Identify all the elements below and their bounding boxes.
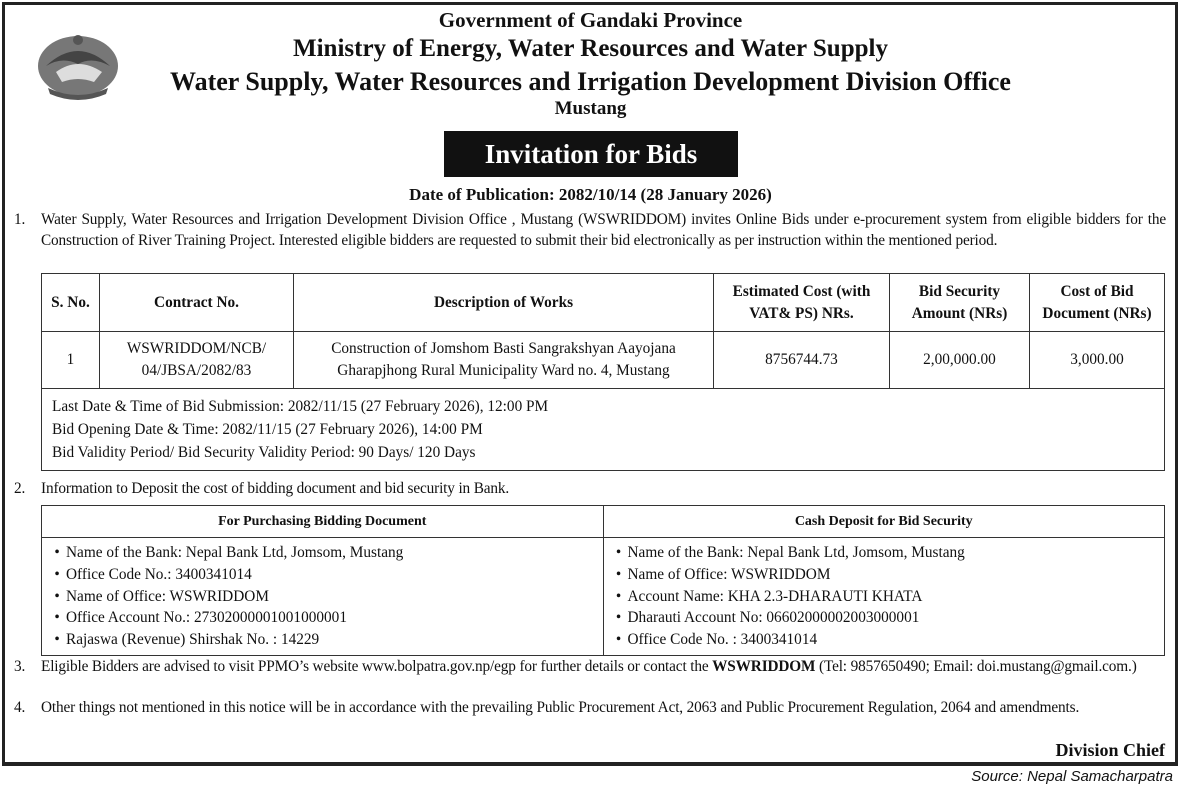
cell-bid-security: 2,00,000.00 (890, 332, 1030, 389)
source-credit: Source: Nepal Samacharpatra (971, 768, 1173, 785)
header-sno: S. No. (42, 274, 100, 332)
table-footer-row (42, 389, 1165, 471)
submission-deadline: Last Date & Time of Bid Submission: 2082/11/15 (27 February 2026), 12:00 PM (52, 398, 549, 415)
government-line: Government of Gandaki Province (438, 8, 743, 32)
header-bid-security: Bid Security Amount (NRs) (890, 274, 1030, 332)
table-row (42, 538, 1165, 656)
cell-estimated-cost: 8756744.73 (714, 332, 890, 389)
list-item: • Rajaswa (Revenue) Shirshak No. : 14229 (48, 629, 597, 651)
point-4 (14, 697, 1166, 718)
header-estimated-cost: Estimated Cost (with VAT& PS) NRs. (714, 274, 890, 332)
signature: Division Chief (1055, 740, 1165, 760)
list-item: • Name of Office: WSWRIDDOM (610, 564, 1159, 586)
point-text: Other things not mentioned in this notice will be in accordance with the prevailing Public Procurement Act, 2063 and Public Procurement Regulation, 2064 and amendments. (41, 699, 1080, 716)
cell-bid-doc-cost: 3,000.00 (1030, 332, 1165, 389)
bid-dates (42, 389, 1165, 471)
publication-date: Date of Publication: 2082/10/14 (28 January 2026) (409, 185, 772, 204)
point-text (41, 656, 1166, 677)
notice-title: Invitation for Bids (444, 131, 738, 177)
cell-contract-no: WSWRIDDOM/NCB/ 04/JBSA/2082/83 (100, 332, 294, 389)
opening-date: Bid Opening Date & Time: 2082/11/15 (27 February 2026), 14:00 PM (52, 421, 483, 438)
list-item: • Name of the Bank: Nepal Bank Ltd, Jomsom, Mustang (48, 542, 597, 564)
point-3 (14, 656, 1166, 677)
point-1 (14, 209, 1166, 251)
list-item: • Account Name: KHA 2.3-DHARAUTI KHATA (610, 586, 1159, 608)
office-line: Water Supply, Water Resources and Irrigation Development Division Office (170, 67, 1011, 96)
table-row (42, 332, 1165, 389)
list-item: • Office Code No. : 3400341014 (610, 629, 1159, 651)
district-line: Mustang (554, 98, 627, 119)
cell-sno: 1 (42, 332, 100, 389)
bid-table (41, 273, 1165, 471)
point-number: 3. (14, 658, 26, 675)
bid-security-details (603, 538, 1165, 656)
validity-period: Bid Validity Period/ Bid Security Validity Period: 90 Days/ 120 Days (52, 444, 476, 461)
header-bid-security: Cash Deposit for Bid Security (603, 506, 1165, 538)
point-text-part: Eligible Bidders are advised to visit PPMO’s website www.bolpatra.gov.np/egp for further details or contact the (41, 658, 713, 675)
list-item: • Name of Office: WSWRIDDOM (48, 586, 597, 608)
ministry-line: Ministry of Energy, Water Resources and Water Supply (293, 35, 888, 62)
bid-document-details (42, 538, 604, 656)
point-text: Water Supply, Water Resources and Irrigation Development Division Office , Mustang (WSWRIDDOM) invites Online Bids under e-procurement system from eligible bidders for the Construction of River Training Project. Interested eligible bidders are requested to submit their bid electronically as per instruction within the mentioned period. (41, 211, 1166, 249)
point-number: 2. (14, 480, 26, 497)
list-item: • Office Code No.: 3400341014 (48, 564, 597, 586)
header-bid-doc-cost: Cost of Bid Document (NRs) (1030, 274, 1165, 332)
table-header-row (42, 506, 1165, 538)
list-item: • Name of the Bank: Nepal Bank Ltd, Jomsom, Mustang (610, 542, 1159, 564)
cell-description: Construction of Jomshom Basti Sangrakshyan Aayojana Gharapjhong Rural Municipality Ward no. 4, Mustang (294, 332, 714, 389)
point-text: Information to Deposit the cost of bidding document and bid security in Bank. (41, 480, 510, 497)
header-bid-document: For Purchasing Bidding Document (42, 506, 604, 538)
office-abbreviation: WSWRIDDOM (712, 658, 816, 675)
point-number: 4. (14, 699, 26, 716)
header-description: Description of Works (294, 274, 714, 332)
bank-table (41, 505, 1165, 656)
list-item: • Dharauti Account No: 06602000002003000001 (610, 607, 1159, 629)
point-number: 1. (14, 211, 26, 228)
point-2 (14, 478, 1166, 499)
contact-details: (Tel: 9857650490; Email: doi.mustang@gmail.com.) (815, 658, 1137, 675)
table-header-row (42, 274, 1165, 332)
list-item: • Office Account No.: 27302000001001000001 (48, 607, 597, 629)
header-contract-no: Contract No. (100, 274, 294, 332)
